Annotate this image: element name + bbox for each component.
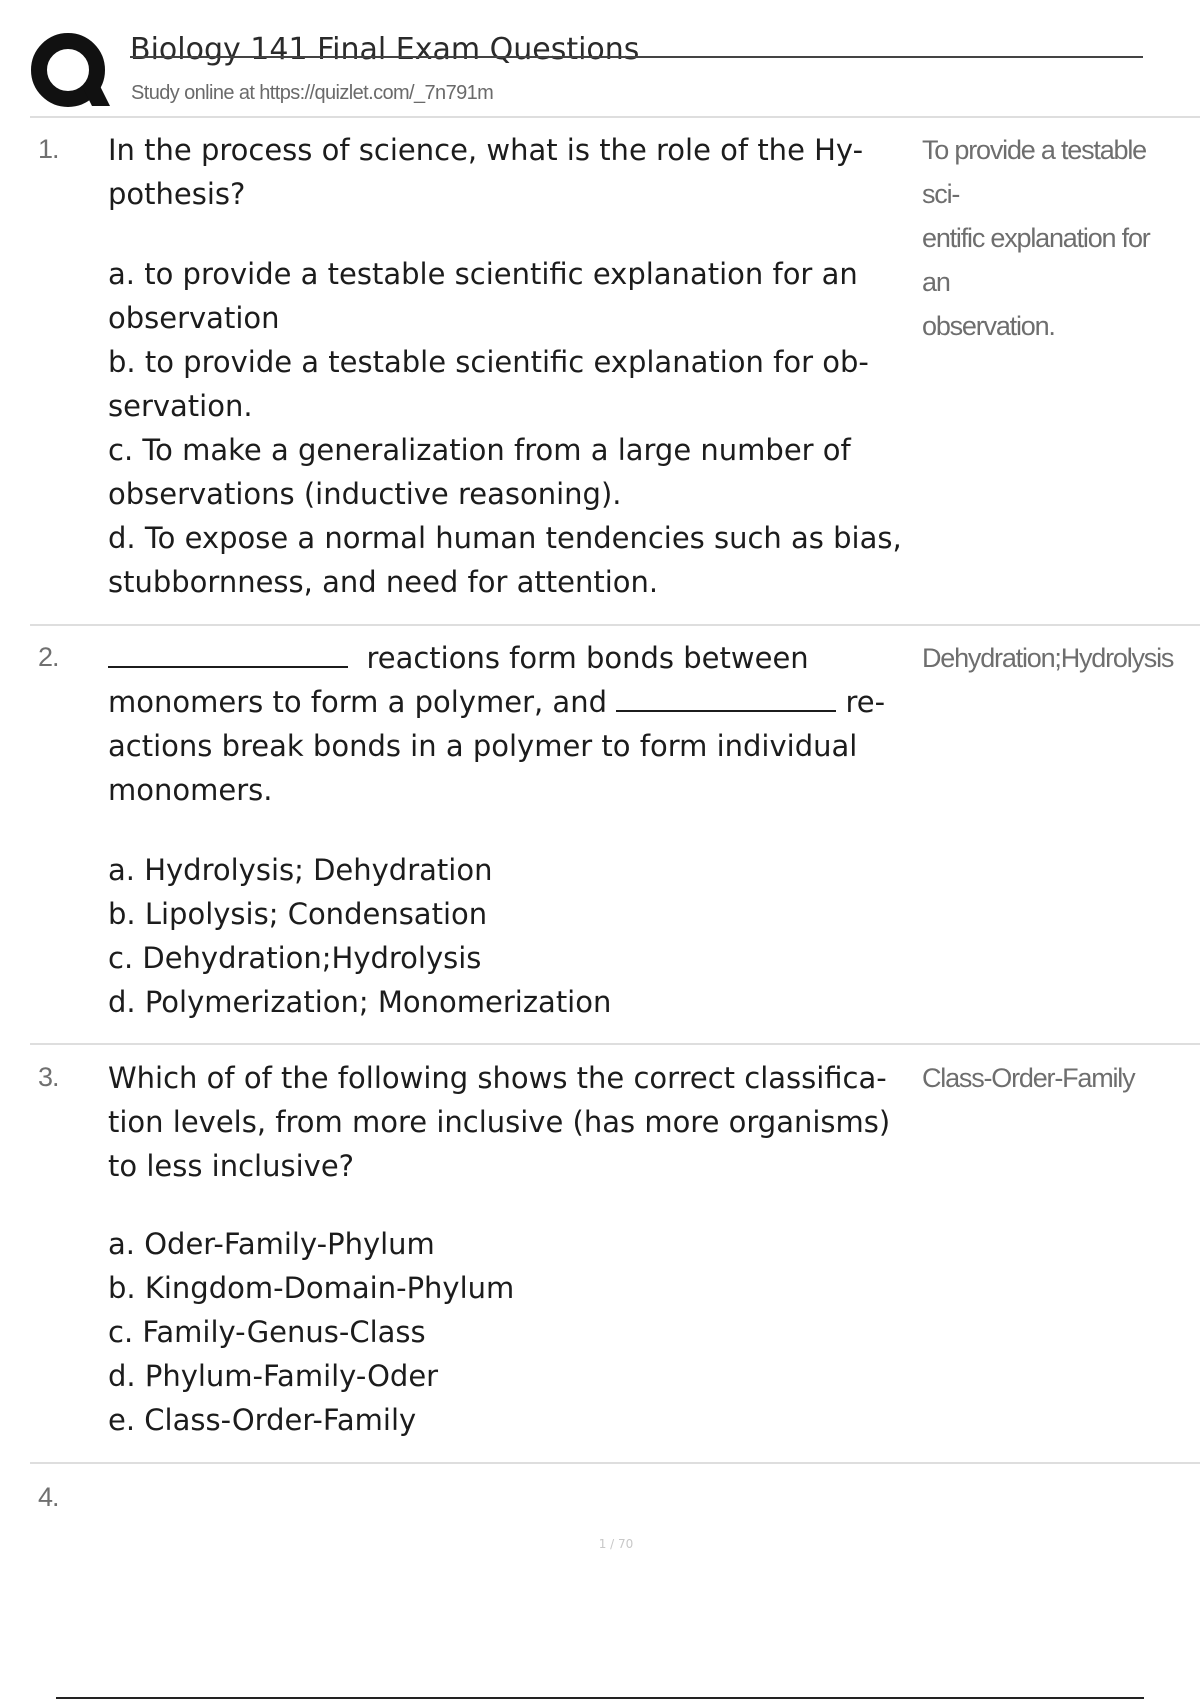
fill-in-blank bbox=[616, 682, 836, 712]
option-item: observations (inductive reasoning). bbox=[108, 477, 622, 511]
option-item: d. Phylum-Family-Oder bbox=[108, 1359, 439, 1393]
question-line: Which of of the following shows the correct classifica- bbox=[108, 1061, 887, 1095]
quizlet-logo-icon bbox=[30, 30, 112, 112]
section-divider bbox=[30, 1462, 1200, 1464]
question-number: 2. bbox=[38, 642, 59, 672]
option-item: observation bbox=[108, 301, 280, 335]
answer-text bbox=[922, 1056, 1182, 1100]
option-item: d. To expose a normal human tendencies such as bias, bbox=[108, 521, 902, 555]
question-fragment: re- bbox=[845, 685, 886, 719]
answer-line: entific explanation for an bbox=[922, 223, 1150, 297]
answer-line: Class-Order-Family bbox=[922, 1063, 1135, 1093]
question-line: actions break bonds in a polymer to form individual bbox=[108, 729, 858, 763]
answer-line: To provide a testable sci- bbox=[922, 135, 1146, 209]
question-text bbox=[108, 1056, 918, 1188]
question-number: 4. bbox=[38, 1482, 59, 1512]
question-line: monomers. bbox=[108, 773, 273, 807]
section-divider bbox=[30, 116, 1200, 118]
question-number: 1. bbox=[38, 134, 59, 164]
title-strike-rule bbox=[130, 56, 1143, 58]
question-line bbox=[108, 636, 918, 680]
options-list bbox=[108, 1222, 928, 1442]
section-divider bbox=[30, 1043, 1200, 1045]
question-text bbox=[108, 128, 918, 216]
option-item: c. Dehydration;Hydrolysis bbox=[108, 941, 482, 975]
fill-in-blank bbox=[108, 638, 348, 668]
question-text bbox=[108, 636, 918, 812]
document-title: Biology 141 Final Exam Questions bbox=[130, 32, 640, 67]
question-number: 3. bbox=[38, 1062, 59, 1092]
page-bottom-rule bbox=[56, 1697, 1144, 1699]
question-fragment: reactions form bonds between bbox=[366, 641, 809, 675]
option-item: b. Lipolysis; Condensation bbox=[108, 897, 488, 931]
question-fragment: monomers to form a polymer, and bbox=[108, 685, 607, 719]
question-line bbox=[108, 680, 918, 724]
option-item: e. Class-Order-Family bbox=[108, 1403, 417, 1437]
option-item: c. Family-Genus-Class bbox=[108, 1315, 426, 1349]
question-line: pothesis? bbox=[108, 177, 246, 211]
options-list bbox=[108, 252, 928, 604]
option-item: a. Oder-Family-Phylum bbox=[108, 1227, 435, 1261]
question-line: tion levels, from more inclusive (has more organisms) bbox=[108, 1105, 891, 1139]
section-divider bbox=[30, 624, 1200, 626]
options-list bbox=[108, 848, 928, 1024]
page-indicator: 1 / 70 bbox=[598, 1537, 634, 1551]
option-item: b. to provide a testable scientific explanation for ob- bbox=[108, 345, 869, 379]
option-item: servation. bbox=[108, 389, 253, 423]
answer-line: Dehydration;Hydrolysis bbox=[922, 643, 1174, 673]
study-online-link[interactable]: Study online at https://quizlet.com/_7n791m bbox=[131, 82, 494, 104]
answer-text bbox=[922, 636, 1182, 680]
question-line: to less inclusive? bbox=[108, 1149, 355, 1183]
option-item: stubbornness, and need for attention. bbox=[108, 565, 659, 599]
option-item: a. Hydrolysis; Dehydration bbox=[108, 853, 493, 887]
option-item: a. to provide a testable scientific explanation for an bbox=[108, 257, 858, 291]
option-item: c. To make a generalization from a large number of bbox=[108, 433, 851, 467]
option-item: b. Kingdom-Domain-Phylum bbox=[108, 1271, 515, 1305]
answer-text bbox=[922, 128, 1182, 348]
option-item: d. Polymerization; Monomerization bbox=[108, 985, 612, 1019]
answer-line: observation. bbox=[922, 311, 1055, 341]
question-line: In the process of science, what is the role of the Hy- bbox=[108, 133, 864, 167]
